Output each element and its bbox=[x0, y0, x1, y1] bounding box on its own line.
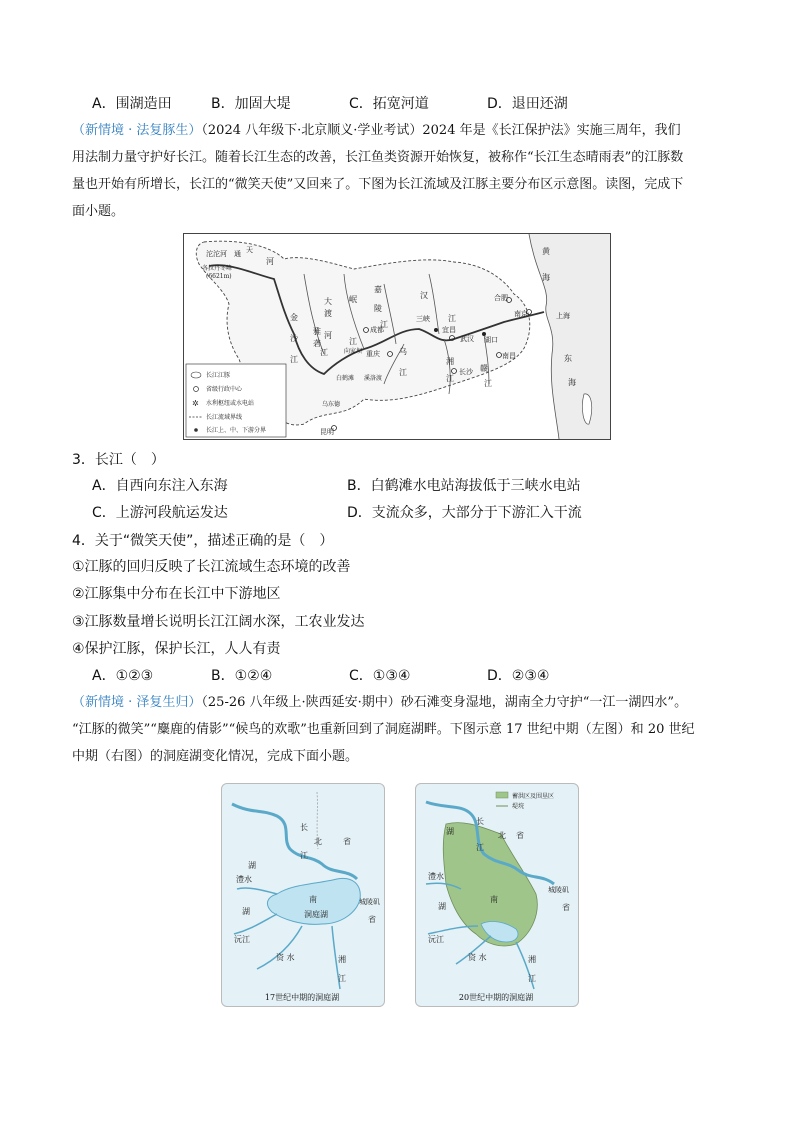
map-label: 海 bbox=[542, 273, 550, 282]
yangtze-map bbox=[183, 233, 611, 440]
q4-option-d: D．②③④ bbox=[487, 668, 550, 684]
q4-option-a: A．①②③ bbox=[92, 668, 154, 684]
map-label: 向家坝 bbox=[344, 348, 363, 355]
dongting-20th-century-map bbox=[415, 783, 579, 1007]
map-label: 江 bbox=[320, 348, 328, 357]
dongting-right-svg bbox=[416, 784, 578, 1006]
q3-option-b: B．白鹤滩水电站海拔低于三峡水电站 bbox=[347, 478, 581, 494]
city-label: 合肥 bbox=[494, 294, 508, 302]
map-label: 江 bbox=[290, 355, 298, 364]
yuanjiang-river bbox=[234, 914, 277, 934]
legend-swatch bbox=[496, 792, 508, 798]
map-label: 城陵矶 bbox=[548, 886, 569, 894]
map-label: 省 bbox=[516, 831, 524, 840]
intro-line: 量也开始有所增长，长江的“微笑天使”又回来了。下图为长江流域及江豚主要分布区示意图。读图，完成下 bbox=[72, 177, 684, 192]
source-label: （25-26 八年级上·陕西延安·期中） bbox=[201, 695, 401, 710]
map-label: 砻 bbox=[313, 339, 321, 348]
map-label: 河 bbox=[266, 257, 274, 266]
map-label: 城陵矶 bbox=[359, 898, 380, 906]
map-label: 湘 bbox=[528, 955, 536, 964]
map-label: 赣 bbox=[480, 364, 488, 373]
legend-item: 长江流域界线 bbox=[206, 414, 243, 421]
map-label: 白鹤滩 bbox=[336, 375, 355, 382]
map-label: 乌东德 bbox=[322, 401, 341, 408]
lishui-river bbox=[237, 888, 277, 894]
map-label: 湖 bbox=[248, 861, 256, 870]
map-label: 江 bbox=[300, 851, 308, 860]
map-label: 沅江 bbox=[428, 935, 444, 944]
option-c: C．拓宽河道 bbox=[349, 96, 429, 112]
map-label: 湘 bbox=[446, 357, 454, 366]
right-map-caption: 20世纪中期的洞庭湖 bbox=[458, 993, 534, 1002]
map-label: 北 bbox=[314, 837, 322, 846]
map-label: 资 水 bbox=[468, 953, 487, 962]
q4-stem: 4．关于“微笑天使”，描述正确的是（ ） bbox=[72, 533, 334, 549]
option-a: A．围湖造田 bbox=[92, 96, 172, 112]
city-label: 重庆 bbox=[366, 350, 380, 358]
map-label: 东 bbox=[564, 354, 572, 363]
city-label: 上海 bbox=[556, 312, 570, 320]
divide-point bbox=[434, 328, 438, 332]
map-label: 溪洛渡 bbox=[364, 375, 383, 382]
map-label: 南 bbox=[309, 895, 317, 904]
city-label: 昆明 bbox=[320, 428, 334, 436]
city-label: 长沙 bbox=[459, 368, 473, 376]
q3-stem: 3．长江（ ） bbox=[72, 452, 165, 468]
city-label: 南昌 bbox=[502, 352, 516, 360]
map-label: 三峡 bbox=[416, 315, 430, 323]
map-label: 湖 bbox=[446, 827, 454, 836]
city-label: 武汉 bbox=[460, 335, 474, 343]
legend-item: 水利枢纽或水电站 bbox=[206, 400, 255, 407]
map-label: 沱沱河 bbox=[206, 250, 227, 258]
map-label: 陵 bbox=[374, 304, 382, 313]
map-label: 江 bbox=[380, 320, 388, 329]
q4-statement-1: ①江豚的回归反映了长江流域生态环境的改善 bbox=[72, 559, 351, 575]
dongting-17th-century-map bbox=[221, 783, 385, 1007]
map-label: 湖 bbox=[438, 902, 446, 911]
dam-icon: ✲ bbox=[192, 399, 199, 408]
intro-line: 面小题。 bbox=[72, 204, 125, 219]
q3-option-a: A．自西向东注入东海 bbox=[92, 478, 228, 494]
divide-point-icon bbox=[194, 428, 198, 432]
map-label: 渡 bbox=[324, 309, 332, 318]
map-label: 江 bbox=[528, 974, 536, 983]
map-label: 沅江 bbox=[234, 935, 250, 944]
map-label: 江 bbox=[448, 314, 456, 323]
legend-item: 堤垸 bbox=[512, 803, 525, 810]
legend-item: 长江上、中、下游分界 bbox=[206, 427, 267, 434]
map-label: 省 bbox=[562, 903, 570, 912]
city-label: 成都 bbox=[370, 326, 384, 334]
map-label: 海 bbox=[568, 378, 576, 387]
map-label: 省 bbox=[343, 837, 351, 846]
map-label: 大 bbox=[324, 297, 332, 306]
map-label: 各拉丹冬峰 bbox=[202, 265, 233, 272]
option-d: D．退田还湖 bbox=[487, 96, 568, 112]
context-tag: （新情境 · 泽复生归） bbox=[72, 695, 202, 710]
map-label: 长 bbox=[476, 817, 484, 826]
map-label: 江 bbox=[338, 974, 346, 983]
dongting-left-svg bbox=[222, 784, 384, 1006]
city-label: 宜昌 bbox=[442, 326, 456, 334]
map-label: 长 bbox=[300, 823, 308, 832]
option-b: B．加固大堤 bbox=[211, 96, 291, 112]
legend-item: 省级行政中心 bbox=[206, 386, 243, 393]
map-label: 江 bbox=[476, 843, 484, 852]
q4-option-b: B．①②④ bbox=[211, 668, 273, 684]
map-label: 河 bbox=[324, 331, 332, 340]
map-label: 北 bbox=[498, 831, 506, 840]
map-label: 江 bbox=[399, 368, 407, 377]
q4-statement-3: ③江豚数量增长说明长江江阔水深，工农业发达 bbox=[72, 614, 365, 630]
map-label: 省 bbox=[368, 915, 376, 924]
map-label: 沙 bbox=[290, 334, 298, 343]
map-label: 江 bbox=[484, 379, 492, 388]
q4-option-c: C．①③④ bbox=[349, 668, 411, 684]
intro-text: 2024 年是《长江保护法》实施三周年，我们 bbox=[422, 123, 681, 138]
intro-paragraph-2 bbox=[72, 689, 732, 770]
q3-option-d: D．支流众多，大部分于下游汇入干流 bbox=[347, 505, 582, 521]
intro-text: 砂石滩变身湿地，湖南全力守护“一江一湖四水”。 bbox=[400, 695, 688, 710]
map-label: 天 bbox=[246, 246, 253, 254]
legend-item: 长江江豚 bbox=[206, 372, 231, 379]
map-label: 通 bbox=[234, 250, 241, 258]
map-label: 江 bbox=[349, 337, 357, 346]
legend-item: 蓄洪区及围垦区 bbox=[512, 793, 555, 800]
map-label: (6621m) bbox=[206, 273, 232, 280]
context-tag: （新情境 · 法复豚生） bbox=[72, 123, 202, 138]
map-label: 湘 bbox=[338, 955, 346, 964]
map-label: 岷 bbox=[349, 295, 357, 304]
map-label: 雅 bbox=[313, 327, 321, 336]
map-label: 洞庭湖 bbox=[304, 910, 328, 919]
q4-statement-2: ②江豚集中分布在长江中下游地区 bbox=[72, 586, 281, 602]
intro-line: 用法制力量守护好长江。随着长江生态的改善，长江鱼类资源开始恢复，被称作“长江生态晴雨表”的江豚数 bbox=[72, 150, 684, 165]
city-label: 南京 bbox=[514, 310, 528, 318]
intro-paragraph-1 bbox=[72, 117, 732, 225]
map-label: 湖口 bbox=[484, 336, 498, 344]
q3-option-c: C．上游河段航运发达 bbox=[92, 505, 228, 521]
map-label: 金 bbox=[290, 313, 298, 322]
map-label: 澧水 bbox=[236, 875, 252, 884]
map-label: 汉 bbox=[420, 291, 428, 300]
map-label: 江 bbox=[446, 374, 454, 383]
left-map-caption: 17世纪中期的洞庭湖 bbox=[264, 993, 340, 1002]
map-label: 乌 bbox=[399, 347, 407, 356]
map-label: 黄 bbox=[542, 247, 550, 256]
map-label: 澧水 bbox=[428, 872, 444, 881]
divide-point bbox=[482, 332, 486, 336]
intro-line: “江豚的微笑”“麋鹿的倩影”“候鸟的欢歌”也重新回到了洞庭湖畔。下图示意 17 世纪中期（左图）和 20 世纪 bbox=[72, 722, 695, 737]
source-label: （2024 八年级下·北京顺义·学业考试） bbox=[201, 123, 423, 138]
map-label: 资 水 bbox=[276, 953, 295, 962]
intro-line: 中期（右图）的洞庭湖变化情况，完成下面小题。 bbox=[72, 749, 359, 764]
map-label: 湖 bbox=[242, 907, 250, 916]
yangtze-map-svg bbox=[184, 234, 610, 439]
zishui-river bbox=[257, 926, 302, 969]
map-label: 南 bbox=[490, 895, 498, 904]
q4-statement-4: ④保护江豚，保护长江，人人有责 bbox=[72, 641, 281, 657]
map-label: 嘉 bbox=[374, 285, 382, 294]
